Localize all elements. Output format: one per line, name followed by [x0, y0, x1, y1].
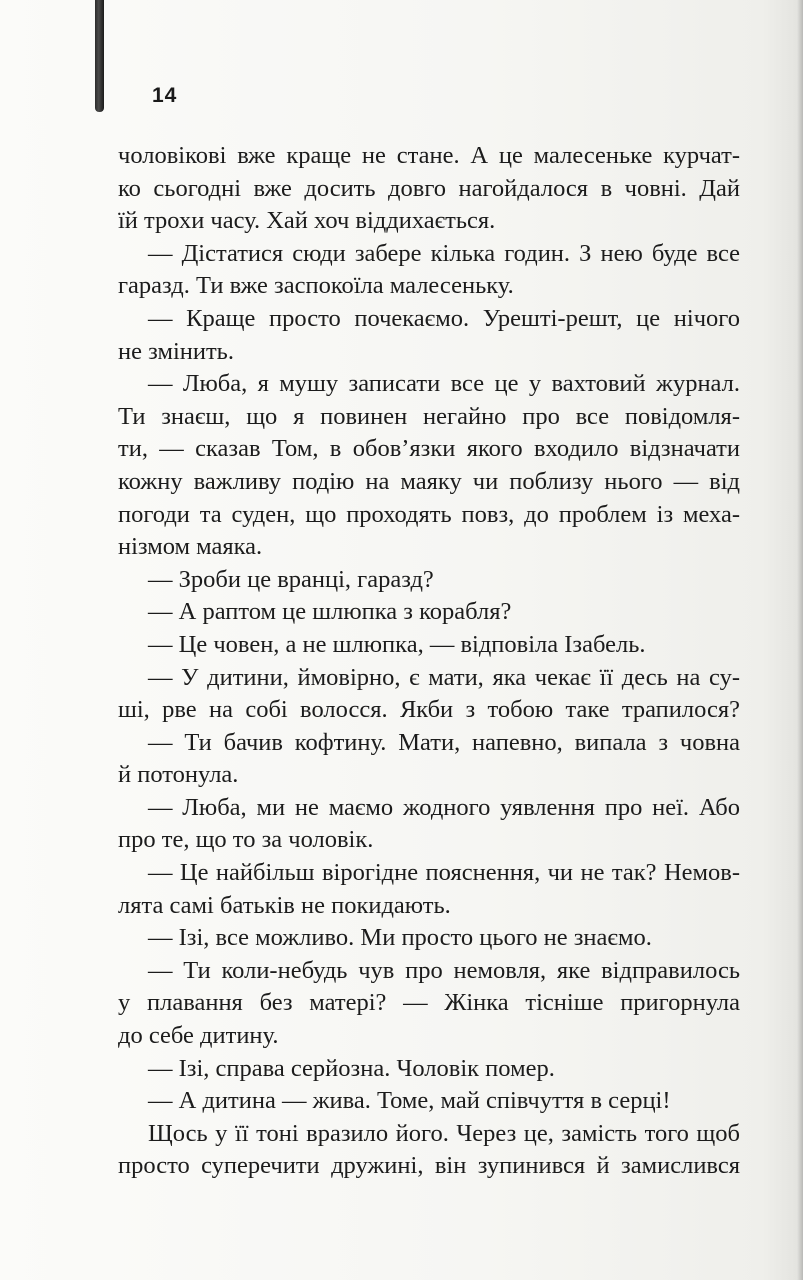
text-line: про те, що то за чоловік.: [118, 826, 374, 854]
text-line: гаразд. Ти вже заспокоїла малесеньку.: [118, 272, 514, 300]
text-line: — Люба, ми не маємо жодного уявлення про неї. Або: [148, 793, 740, 821]
text-line: до себе дитину.: [118, 1022, 279, 1050]
text-line: — Це човен, а не шлюпка, — відповіла Ізабель.: [148, 630, 646, 658]
text-line: ші, рве на собі волосся. Якби з тобою таке трапилося?: [118, 696, 740, 724]
text-line: не змінить.: [118, 337, 234, 365]
page-edge-shadow: [797, 0, 803, 1280]
text-line: — Ізі, справа серйозна. Чоловік помер.: [148, 1054, 555, 1082]
text-line: ко сьогодні вже досить довго нагойдалося в човні. Дай: [118, 174, 740, 202]
text-line: — Ти коли-небудь чув про немовля, яке відправилось: [148, 956, 740, 984]
text-line: — Це найбільш вірогідне пояснення, чи не так? Немов-: [148, 859, 740, 887]
text-line: їй трохи часу. Хай хоч віддихається.: [118, 207, 496, 235]
text-line: — Люба, я мушу записати все це у вахтовий журнал.: [148, 370, 740, 398]
text-line: й потонула.: [118, 761, 239, 789]
text-line: чоловікові вже краще не стане. А це малесеньке курчат-: [118, 142, 740, 169]
body-text: [118, 140, 740, 1183]
text-line: — Дістатися сюди забере кілька годин. З нею буде все: [148, 239, 740, 267]
text-line: — Зроби це вранці, гаразд?: [148, 565, 434, 593]
text-line: — А раптом це шлюпка з корабля?: [148, 598, 512, 626]
text-line: — У дитини, ймовірно, є мати, яка чекає її десь на су-: [148, 663, 740, 691]
text-line: кожну важливу подію на маяку чи поблизу нього — від: [118, 467, 740, 495]
text-line: погоди та суден, що проходять повз, до проблем із меха-: [118, 500, 740, 528]
binding-shadow: [95, 0, 104, 112]
text-line: просто суперечити дружині, він зупинився й замислився: [118, 1152, 740, 1180]
text-line: — Краще просто почекаємо. Урешті-решт, це нічого: [148, 304, 740, 332]
text-line: ти, — сказав Том, в обов’язки якого входило відзначати: [118, 435, 740, 463]
text-line: Ти знаєш, що я повинен негайно про все повідомля-: [118, 402, 740, 430]
text-line: лята самі батьків не покидають.: [118, 891, 451, 919]
text-line: нізмом маяка.: [118, 533, 263, 561]
text-line: — А дитина — жива. Томе, май співчуття в серці!: [148, 1087, 671, 1115]
text-line: — Ти бачив кофтину. Мати, напевно, випала з човна: [148, 728, 740, 756]
text-line: у плавання без матері? — Жінка тісніше пригорнула: [118, 989, 740, 1017]
page-number: 14: [152, 84, 178, 107]
text-line: — Ізі, все можливо. Ми просто цього не знаємо.: [148, 924, 652, 952]
text-line: Щось у її тоні вразило його. Через це, замість того щоб: [148, 1119, 740, 1147]
